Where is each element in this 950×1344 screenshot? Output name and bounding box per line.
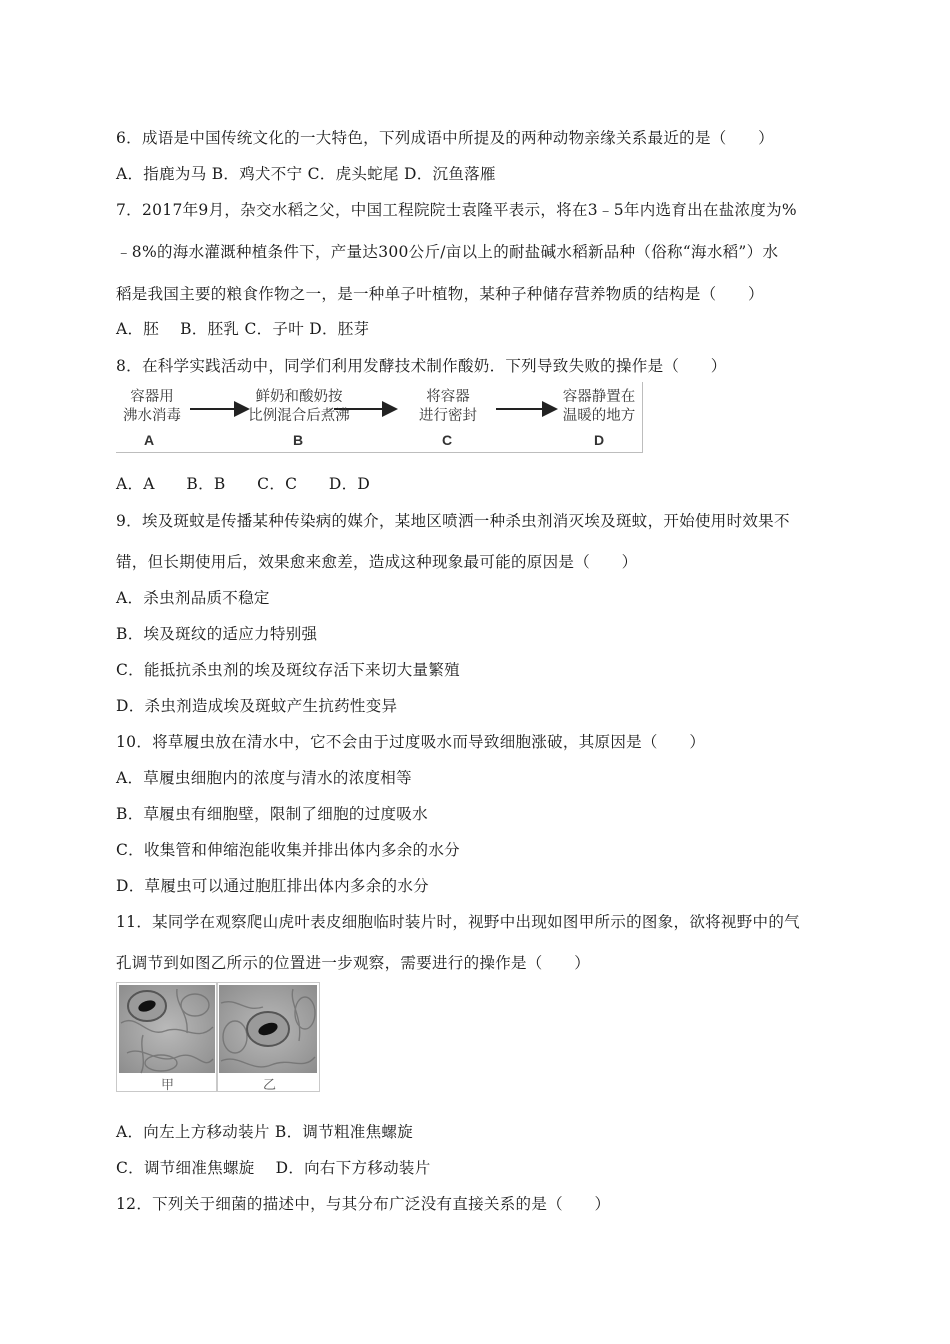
micrograph-image bbox=[117, 983, 319, 1091]
q10-stem: 10．将草履虫放在清水中，它不会由于过度吸水而导致细胞涨破，其原因是（ ） bbox=[116, 733, 706, 751]
q9-line2: 错，但长期使用后，效果愈来愈差，造成这种现象最可能的原因是（ ） bbox=[116, 553, 638, 571]
q11-line2: 孔调节到如图乙所示的位置进一步观察，需要进行的操作是（ ） bbox=[116, 954, 591, 972]
q8-stem: 8．在科学实践活动中，同学们利用发酵技术制作酸奶．下列导致失败的操作是（ ） bbox=[116, 357, 727, 375]
q7-line1: 7．2017年9月，杂交水稻之父，中国工程院院士袁隆平表示，将在3﹣5年内选育出在盐浓度为% bbox=[116, 201, 797, 219]
caption-yi: 乙 bbox=[263, 1077, 277, 1092]
flow-step-d: 容器静置在 温暖的地方 bbox=[562, 389, 636, 424]
q8-options: A．A B．B C．C D．D bbox=[116, 475, 371, 493]
q11-options-2: C．调节细准焦螺旋 D．向右下方移动装片 bbox=[116, 1159, 431, 1177]
q11-options-1: A．向左上方移动装片 B．调节粗准焦螺旋 bbox=[116, 1123, 414, 1141]
q12-stem: 12．下列关于细菌的描述中，与其分布广泛没有直接关系的是（ ） bbox=[116, 1195, 611, 1213]
q9-line1: 9．埃及斑蚊是传播某种传染病的媒介，某地区喷洒一种杀虫剂消灭埃及斑蚊，开始使用时效果不 bbox=[116, 512, 790, 530]
flow-step-c: 将容器 进行密封 bbox=[419, 389, 477, 424]
fermentation-flowchart bbox=[116, 382, 643, 453]
q6-stem: 6．成语是中国传统文化的一大特色，下列成语中所提及的两种动物亲缘关系最近的是（ ） bbox=[116, 129, 774, 147]
q10-option-c: C．收集管和伸缩泡能收集并排出体内多余的水分 bbox=[116, 841, 460, 859]
q9-option-b: B．埃及斑纹的适应力特别强 bbox=[116, 625, 318, 643]
q9-option-c: C．能抵抗杀虫剂的埃及斑纹存活下来切大量繁殖 bbox=[116, 661, 460, 679]
flow-label-b: B bbox=[293, 432, 304, 448]
q9-option-d: D．杀虫剂造成埃及斑蚊产生抗药性变异 bbox=[116, 697, 398, 715]
q7-options: A．胚 B．胚乳 C．子叶 D．胚芽 bbox=[116, 320, 370, 338]
flow-label-c: C bbox=[442, 432, 453, 448]
caption-jia: 甲 bbox=[161, 1077, 175, 1092]
q10-option-b: B．草履虫有细胞壁，限制了细胞的过度吸水 bbox=[116, 805, 428, 823]
q10-option-a: A．草履虫细胞内的浓度与清水的浓度相等 bbox=[116, 769, 412, 787]
q7-line2: ﹣8%的海水灌溉种植条件下，产量达300公斤/亩以上的耐盐碱水稻新品种（俗称“海水稻”）水 bbox=[116, 243, 779, 261]
stomata-micrograph-figure bbox=[116, 982, 320, 1092]
q6-options: A．指鹿为马 B．鸡犬不宁 C．虎头蛇尾 D．沉鱼落雁 bbox=[116, 165, 496, 183]
flow-step-b: 鲜奶和酸奶按 比例混合后煮沸 bbox=[248, 389, 350, 424]
flow-label-d: D bbox=[594, 432, 605, 448]
q10-option-d: D．草履虫可以通过胞肛排出体内多余的水分 bbox=[116, 877, 429, 895]
q7-line3: 稻是我国主要的粮食作物之一，是一种单子叶植物，某种子种储存营养物质的结构是（ ） bbox=[116, 285, 764, 303]
flow-label-a: A bbox=[144, 432, 155, 448]
q9-option-a: A．杀虫剂品质不稳定 bbox=[116, 589, 270, 607]
flow-step-a: 容器用 沸水消毒 bbox=[123, 389, 181, 424]
q11-line1: 11．某同学在观察爬山虎叶表皮细胞临时装片时，视野中出现如图甲所示的图象，欲将视野中的气 bbox=[116, 913, 800, 931]
